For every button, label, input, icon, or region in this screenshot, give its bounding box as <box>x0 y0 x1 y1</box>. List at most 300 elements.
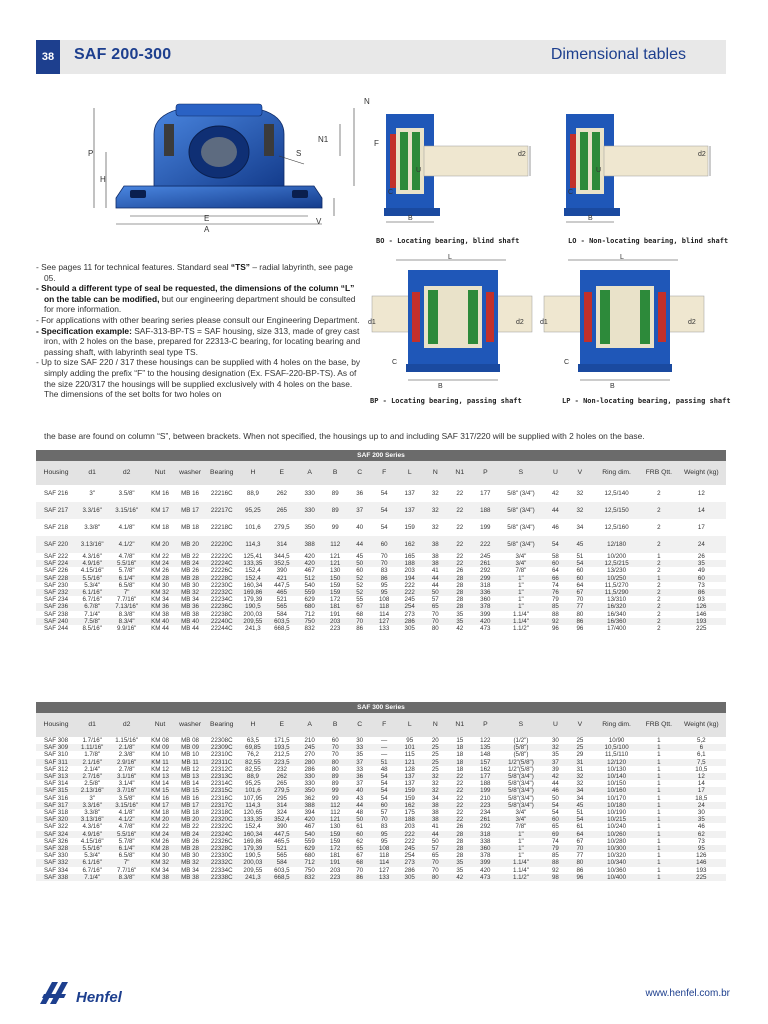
table-cell: SAF 310 <box>43 751 69 759</box>
table-cell: 63,5 <box>246 737 259 744</box>
table-cell: 330 <box>304 780 315 788</box>
table-cell: 22317C <box>205 802 238 809</box>
table-cell: 6.1/16" <box>76 589 108 596</box>
table-cell: 1 <box>641 874 677 881</box>
table-cell: KM 22 <box>151 823 169 831</box>
table-cell: 25 <box>431 765 439 773</box>
column-header: U <box>543 713 567 737</box>
table-cell: 32 <box>568 773 592 780</box>
table-cell: 28 <box>448 603 472 610</box>
table-cell: 1 <box>641 787 677 794</box>
table-cell: 193 <box>696 866 707 874</box>
table-cell: 1/2"(5/8") <box>508 765 534 773</box>
table-cell: 22312C <box>210 765 233 773</box>
table-cell: 121 <box>323 560 347 567</box>
table-row <box>36 780 726 787</box>
column-header: S <box>499 713 544 737</box>
table-cell: MB 34 <box>181 596 199 604</box>
table-cell: 1/2"(5/8") <box>499 759 544 766</box>
table-cell: 96 <box>568 874 592 881</box>
table-cell: SAF 220 <box>36 536 76 553</box>
table-cell: 222 <box>404 581 415 589</box>
caption-bp: BP - Locating bearing, passing shaft <box>370 397 522 405</box>
table-cell: 22 <box>456 524 464 531</box>
table-cell: 8.3/4" <box>108 618 145 625</box>
table-cell: 137 <box>404 780 415 788</box>
table-cell: 12/120 <box>592 759 641 766</box>
table-row <box>36 766 726 773</box>
table-cell: 1.1/4" <box>512 610 529 618</box>
table-cell: 25 <box>576 737 584 744</box>
table-cell: KM 38 <box>151 610 169 618</box>
table-cell: 10/260 <box>592 831 641 838</box>
table-cell: 24 <box>677 536 726 553</box>
table-cell: MB 22 <box>181 823 199 831</box>
table-cell: 60 <box>347 831 371 838</box>
view-bo-label-d2: d2 <box>518 151 526 158</box>
column-header: V <box>568 713 592 737</box>
view-bo-label-c: C <box>388 189 394 196</box>
column-header: Bearing <box>205 461 238 485</box>
table-cell: 188 <box>396 816 423 823</box>
table-cell: SAF 226 <box>43 567 69 575</box>
table-cell: 584 <box>276 610 287 618</box>
saf-300-table <box>36 702 726 881</box>
table-cell: 421 <box>267 575 296 582</box>
table-cell: 712 <box>304 610 315 618</box>
henfel-logo <box>36 978 146 1012</box>
table-row <box>36 589 726 596</box>
table-cell: MB 30 <box>181 581 199 589</box>
table-cell: 5.7/8" <box>118 837 135 845</box>
table-cell: 22 <box>448 802 472 809</box>
table-cell: 17/400 <box>607 625 627 633</box>
brand-name: Henfel <box>76 989 122 1006</box>
table-cell: SAF 238 <box>43 610 69 618</box>
table-cell: 344,5 <box>274 553 290 560</box>
table-cell: 88,9 <box>238 773 267 780</box>
table-cell: 22224C <box>205 560 238 567</box>
table-cell: 32 <box>423 787 447 794</box>
table-cell: 22320C <box>205 816 238 823</box>
table-cell: 159 <box>323 831 347 838</box>
table-cell: 28 <box>448 845 472 852</box>
view-lo-label-b: B <box>588 215 593 222</box>
table-cell: 14 <box>677 502 726 519</box>
table-cell: 17 <box>677 787 726 794</box>
table-cell: 28 <box>456 852 464 860</box>
table-cell: 188 <box>472 502 499 519</box>
table-cell: 26 <box>456 823 464 831</box>
table-cell: 4.3/16" <box>82 823 102 831</box>
table-cell: 512 <box>296 575 323 582</box>
table-cell: 3.7/16" <box>108 787 145 794</box>
table-cell: MB 20 <box>175 536 205 553</box>
table-cell: 157 <box>472 759 499 766</box>
table-cell: 48 <box>380 765 388 773</box>
table-cell: 390 <box>276 823 287 831</box>
table-cell: 68 <box>356 610 364 618</box>
view-lo-drawing <box>562 106 712 228</box>
table-cell: 261 <box>472 560 499 567</box>
table-cell: 95,25 <box>245 780 261 788</box>
table-cell: 191 <box>330 610 341 618</box>
table-cell: 45 <box>356 553 364 560</box>
table-cell: KM 18 <box>151 524 169 531</box>
table-cell: 25 <box>423 759 447 766</box>
table-cell: 22315C <box>205 787 238 794</box>
table-cell: 86 <box>347 874 371 881</box>
table-cell: 40 <box>347 787 371 794</box>
table-cell: MB 13 <box>175 773 205 780</box>
table-cell: 4.1/2" <box>108 536 145 553</box>
table-cell: 54 <box>380 524 388 531</box>
table-row <box>36 809 726 816</box>
table-cell: 25 <box>431 751 439 759</box>
table-cell: 38 <box>423 536 447 553</box>
note-3: - For applications with other bearing series please consult our Engineering Department. <box>36 314 360 325</box>
note-4: - Specification example: SAF-313-BP-TS = SAF housing, size 313, made of grey cast iron, with 2 holes on the base, prepared for 22313-C bearing, for locating bearing and passing shaft, with labyrinth seal type TS. <box>36 325 361 357</box>
table-cell: 32 <box>431 490 439 497</box>
dim-label-p: P <box>88 149 94 158</box>
table-cell: 54 <box>380 794 388 802</box>
table-cell: 3/4" <box>515 553 527 560</box>
table-cell: 60 <box>576 567 584 575</box>
dim-label-a: A <box>204 225 210 234</box>
table-cell: KM 30 <box>151 581 169 589</box>
table-cell: 10/280 <box>607 837 627 845</box>
table-cell: 44 <box>543 502 567 519</box>
table-cell: 388 <box>296 802 323 809</box>
table-cell: 26 <box>697 553 705 560</box>
table-cell: 70 <box>347 618 371 625</box>
table-cell: 350 <box>304 524 315 531</box>
table-row <box>36 838 726 845</box>
table-cell: 127 <box>372 618 396 625</box>
table-cell: 5.3/4" <box>84 852 101 860</box>
table-cell: 65 <box>347 845 371 852</box>
table-cell: 245 <box>296 744 323 751</box>
table-cell: 330 <box>304 490 315 497</box>
table-cell: 24 <box>677 802 726 809</box>
table-cell: KM 26 <box>151 837 169 845</box>
table-cell: KM 20 <box>145 536 175 553</box>
table-cell: 74 <box>551 837 559 845</box>
table-cell: 22332C <box>205 859 238 866</box>
table-cell: 603,5 <box>267 618 296 625</box>
table-cell: KM 30 <box>151 852 169 860</box>
table-cell: 465 <box>267 589 296 596</box>
table-cell: 70 <box>323 744 347 751</box>
table-cell: 1" <box>518 581 524 589</box>
table-cell: 2.1/16" <box>76 759 108 766</box>
table-cell: 286 <box>396 618 423 625</box>
dim-label-h: H <box>100 175 106 184</box>
table-cell: 50 <box>551 794 559 802</box>
table-cell: 6,1 <box>697 751 706 759</box>
table-cell: 172 <box>330 596 341 604</box>
housing-drawing <box>84 94 384 244</box>
table-cell: KM 44 <box>151 625 169 633</box>
table-cell: 121 <box>396 759 423 766</box>
table-cell: 223,5 <box>267 759 296 766</box>
table-cell: 54 <box>372 773 396 780</box>
table-cell: 4.7/8" <box>118 553 135 560</box>
view-bo-label-u: U <box>416 167 422 174</box>
table-cell: 336 <box>472 589 499 596</box>
table-cell: 1 <box>657 794 661 802</box>
column-header: d2 <box>108 461 145 485</box>
table-cell: 629 <box>296 845 323 852</box>
table-cell: 629 <box>304 596 315 604</box>
column-header: N1 <box>448 461 472 485</box>
table-cell: 234 <box>480 809 491 817</box>
table-cell: 203 <box>330 866 341 874</box>
table-cell: 65 <box>551 823 559 831</box>
website-link[interactable]: www.henfel.com.br <box>645 988 730 999</box>
table-cell: 6.7/8" <box>76 603 108 610</box>
table-cell: 2 <box>641 560 677 567</box>
table-cell: 10/130 <box>607 765 627 773</box>
table-cell: 3.15/16" <box>108 802 145 809</box>
table-header-row <box>36 713 726 737</box>
table-cell: 66 <box>543 575 567 582</box>
table-cell: MB 16 <box>181 794 199 802</box>
table-row <box>36 852 726 859</box>
table-cell: 1.15/16" <box>115 737 139 744</box>
table-cell: 77 <box>576 852 584 860</box>
table-cell: 120,65 <box>243 809 263 817</box>
table-cell: 70 <box>423 859 447 866</box>
column-header: washer <box>175 713 205 737</box>
table-row <box>36 502 726 519</box>
table-cell: MB 30 <box>181 852 199 860</box>
table-cell: 193 <box>677 618 726 625</box>
table-cell: 38 <box>431 553 439 560</box>
table-cell: 70 <box>568 845 592 852</box>
table-cell: 34 <box>576 524 584 531</box>
table-cell: 70 <box>372 560 396 567</box>
table-cell: 3.3/16" <box>76 802 108 809</box>
table-cell: 159 <box>330 581 341 589</box>
table-cell: 86 <box>372 575 396 582</box>
table-cell: 261 <box>472 816 499 823</box>
table-cell: 55 <box>356 596 364 604</box>
column-header: C <box>347 461 371 485</box>
table-cell: 35 <box>448 618 472 625</box>
table-cell: 101,6 <box>245 524 261 531</box>
table-cell: SAF 224 <box>36 560 76 567</box>
table-cell: SAF 326 <box>43 837 69 845</box>
table-cell: MB 14 <box>181 780 199 788</box>
table-cell: 35 <box>448 859 472 866</box>
table-cell: 177 <box>480 490 491 497</box>
table-cell: 223 <box>330 625 341 633</box>
dim-label-n: N <box>364 97 370 106</box>
table-cell: 64 <box>568 831 592 838</box>
table-cell: 22 <box>456 490 464 497</box>
table-cell: 280 <box>296 759 323 766</box>
table-cell: 41 <box>431 567 439 575</box>
column-header: Housing <box>36 461 76 485</box>
table-cell: 254 <box>404 852 415 860</box>
table-row <box>36 611 726 618</box>
table-cell: 46 <box>697 823 705 831</box>
table-cell: MB 38 <box>175 874 205 881</box>
table-cell: 3.5/8" <box>118 794 135 802</box>
table-cell: 8.5/16" <box>82 625 102 633</box>
note-6: the base are found on column “S”, between brackets. When not specified, the housings up to and including SAF 317/220 will be supplied with 2 holes on the base. <box>44 431 645 441</box>
table-cell: KM 38 <box>145 874 175 881</box>
table-cell: 50 <box>347 816 371 823</box>
column-header: B <box>323 713 347 737</box>
table-row <box>36 845 726 852</box>
table-cell: 3/4" <box>499 816 544 823</box>
table-cell: 6.5/8" <box>118 581 135 589</box>
table-cell: 5.5/16" <box>108 831 145 838</box>
table-cell: 188 <box>480 780 491 788</box>
table-cell: 17 <box>697 524 705 531</box>
table-cell: 420 <box>296 560 323 567</box>
table-cell: SAF 236 <box>36 603 76 610</box>
table-cell: 22226C <box>210 567 233 575</box>
table-cell: 314 <box>267 536 296 553</box>
table-cell: 169,86 <box>238 589 267 596</box>
table-cell: 6.1/4" <box>108 575 145 582</box>
table-cell: KM 17 <box>145 802 175 809</box>
table-cell: 101 <box>396 744 423 751</box>
table-cell: SAF 334 <box>43 866 69 874</box>
column-header: P <box>472 461 499 485</box>
table-cell: KM 24 <box>145 560 175 567</box>
table-cell: 22238C <box>210 610 233 618</box>
column-header: Nut <box>145 461 175 485</box>
table-cell: 12/180 <box>592 536 641 553</box>
table-cell: SAF 234 <box>43 596 69 604</box>
caption-bo: BO - Locating bearing, blind shaft <box>376 237 520 245</box>
table-cell: 28 <box>448 575 472 582</box>
table-cell: 1 <box>641 816 677 823</box>
table-cell: 3.3/16" <box>76 502 108 519</box>
table-cell: 122 <box>480 737 491 744</box>
table-cell: 133 <box>372 874 396 881</box>
view-bo-label-b: B <box>408 215 413 222</box>
table-cell: 159 <box>396 787 423 794</box>
table-row <box>36 787 726 794</box>
table-cell: 3.15/16" <box>108 502 145 519</box>
table-cell: 42 <box>448 874 472 881</box>
table-cell: 86 <box>568 618 592 625</box>
table-cell: 69 <box>543 831 567 838</box>
table-cell: 241,3 <box>238 874 267 881</box>
table-cell: 299 <box>472 575 499 582</box>
table-cell: 22 <box>456 809 464 817</box>
table-cell: 95,25 <box>238 502 267 519</box>
table-cell: 171,5 <box>274 737 290 744</box>
column-header: B <box>323 461 347 485</box>
column-header: S <box>499 461 544 485</box>
table-cell: 16/320 <box>592 603 641 610</box>
table-cell: 1 <box>657 809 661 817</box>
table-cell: 279,5 <box>267 787 296 794</box>
table-cell: 10/400 <box>592 874 641 881</box>
table-cell: 70 <box>356 866 364 874</box>
table-cell: 4.15/16" <box>80 837 104 845</box>
table-cell: 92 <box>543 618 567 625</box>
table-cell: 360 <box>472 845 499 852</box>
view-lp-label-d1: d1 <box>540 319 548 326</box>
table-cell: 44 <box>423 575 447 582</box>
table-cell: 70 <box>372 816 396 823</box>
table-cell: 40 <box>356 524 364 531</box>
saf-200-table <box>36 450 726 632</box>
table-cell: 67 <box>576 837 584 845</box>
table-cell: 1" <box>499 603 544 610</box>
table-cell: 31 <box>568 759 592 766</box>
table-cell: 3.3/8" <box>84 524 101 531</box>
note-2: - Should a different type of seal be requested, the dimensions of the column “L” on the table can be modified, but our engineering department should be consulted for more information. <box>36 283 356 315</box>
table-cell: 37 <box>347 759 371 766</box>
table-cell: 30 <box>697 809 705 817</box>
table-cell: 209,55 <box>243 866 263 874</box>
table-cell: 85 <box>543 603 567 610</box>
table-cell: 399 <box>480 610 491 618</box>
table-cell: 7.1/4" <box>76 874 108 881</box>
view-bp-label-d2: d2 <box>516 319 524 326</box>
column-header: F <box>372 461 396 485</box>
table-cell: 101,6 <box>238 787 267 794</box>
table-cell: 48 <box>356 809 364 817</box>
view-bp-label-l: L <box>448 254 452 261</box>
table-cell: 130 <box>330 567 341 575</box>
table-cell: 95 <box>372 589 396 596</box>
table-cell: 159 <box>323 589 347 596</box>
table-cell: 70 <box>431 610 439 618</box>
table-cell: 54 <box>568 816 592 823</box>
table-cell: 29 <box>576 751 584 759</box>
table-cell: 2 <box>657 610 661 618</box>
table-cell: 222 <box>396 831 423 838</box>
table-cell: KM 16 <box>151 794 169 802</box>
table-title: SAF 200 Series <box>36 450 726 461</box>
table-cell: 1.7/16" <box>82 737 102 744</box>
table-cell: 330 <box>296 502 323 519</box>
table-cell: MB 09 <box>175 744 205 751</box>
table-cell: 95 <box>406 737 414 744</box>
table-cell: 45 <box>568 536 592 553</box>
table-cell: 1" <box>518 596 524 604</box>
column-header: Weight (kg) <box>677 461 726 485</box>
table-cell: KM 34 <box>151 866 169 874</box>
table-cell: 314 <box>267 802 296 809</box>
table-cell: 12,5/150 <box>592 502 641 519</box>
table-cell: 1 <box>641 802 677 809</box>
table-cell: 79 <box>551 596 559 604</box>
table-cell: 42 <box>543 773 567 780</box>
table-cell: 67 <box>356 852 364 860</box>
table-cell: 152,4 <box>245 823 261 831</box>
table-cell: 57 <box>431 596 439 604</box>
table-cell: 10/150 <box>607 780 627 788</box>
table-cell: 61 <box>576 823 584 831</box>
table-cell: 74 <box>551 581 559 589</box>
table-cell: 50 <box>431 837 439 845</box>
table-cell: 3" <box>89 794 95 802</box>
table-cell: 420 <box>472 618 499 625</box>
table-cell: 82,55 <box>245 765 261 773</box>
dim-label-v: V <box>316 217 322 226</box>
table-cell: 2.3/8" <box>118 751 135 759</box>
